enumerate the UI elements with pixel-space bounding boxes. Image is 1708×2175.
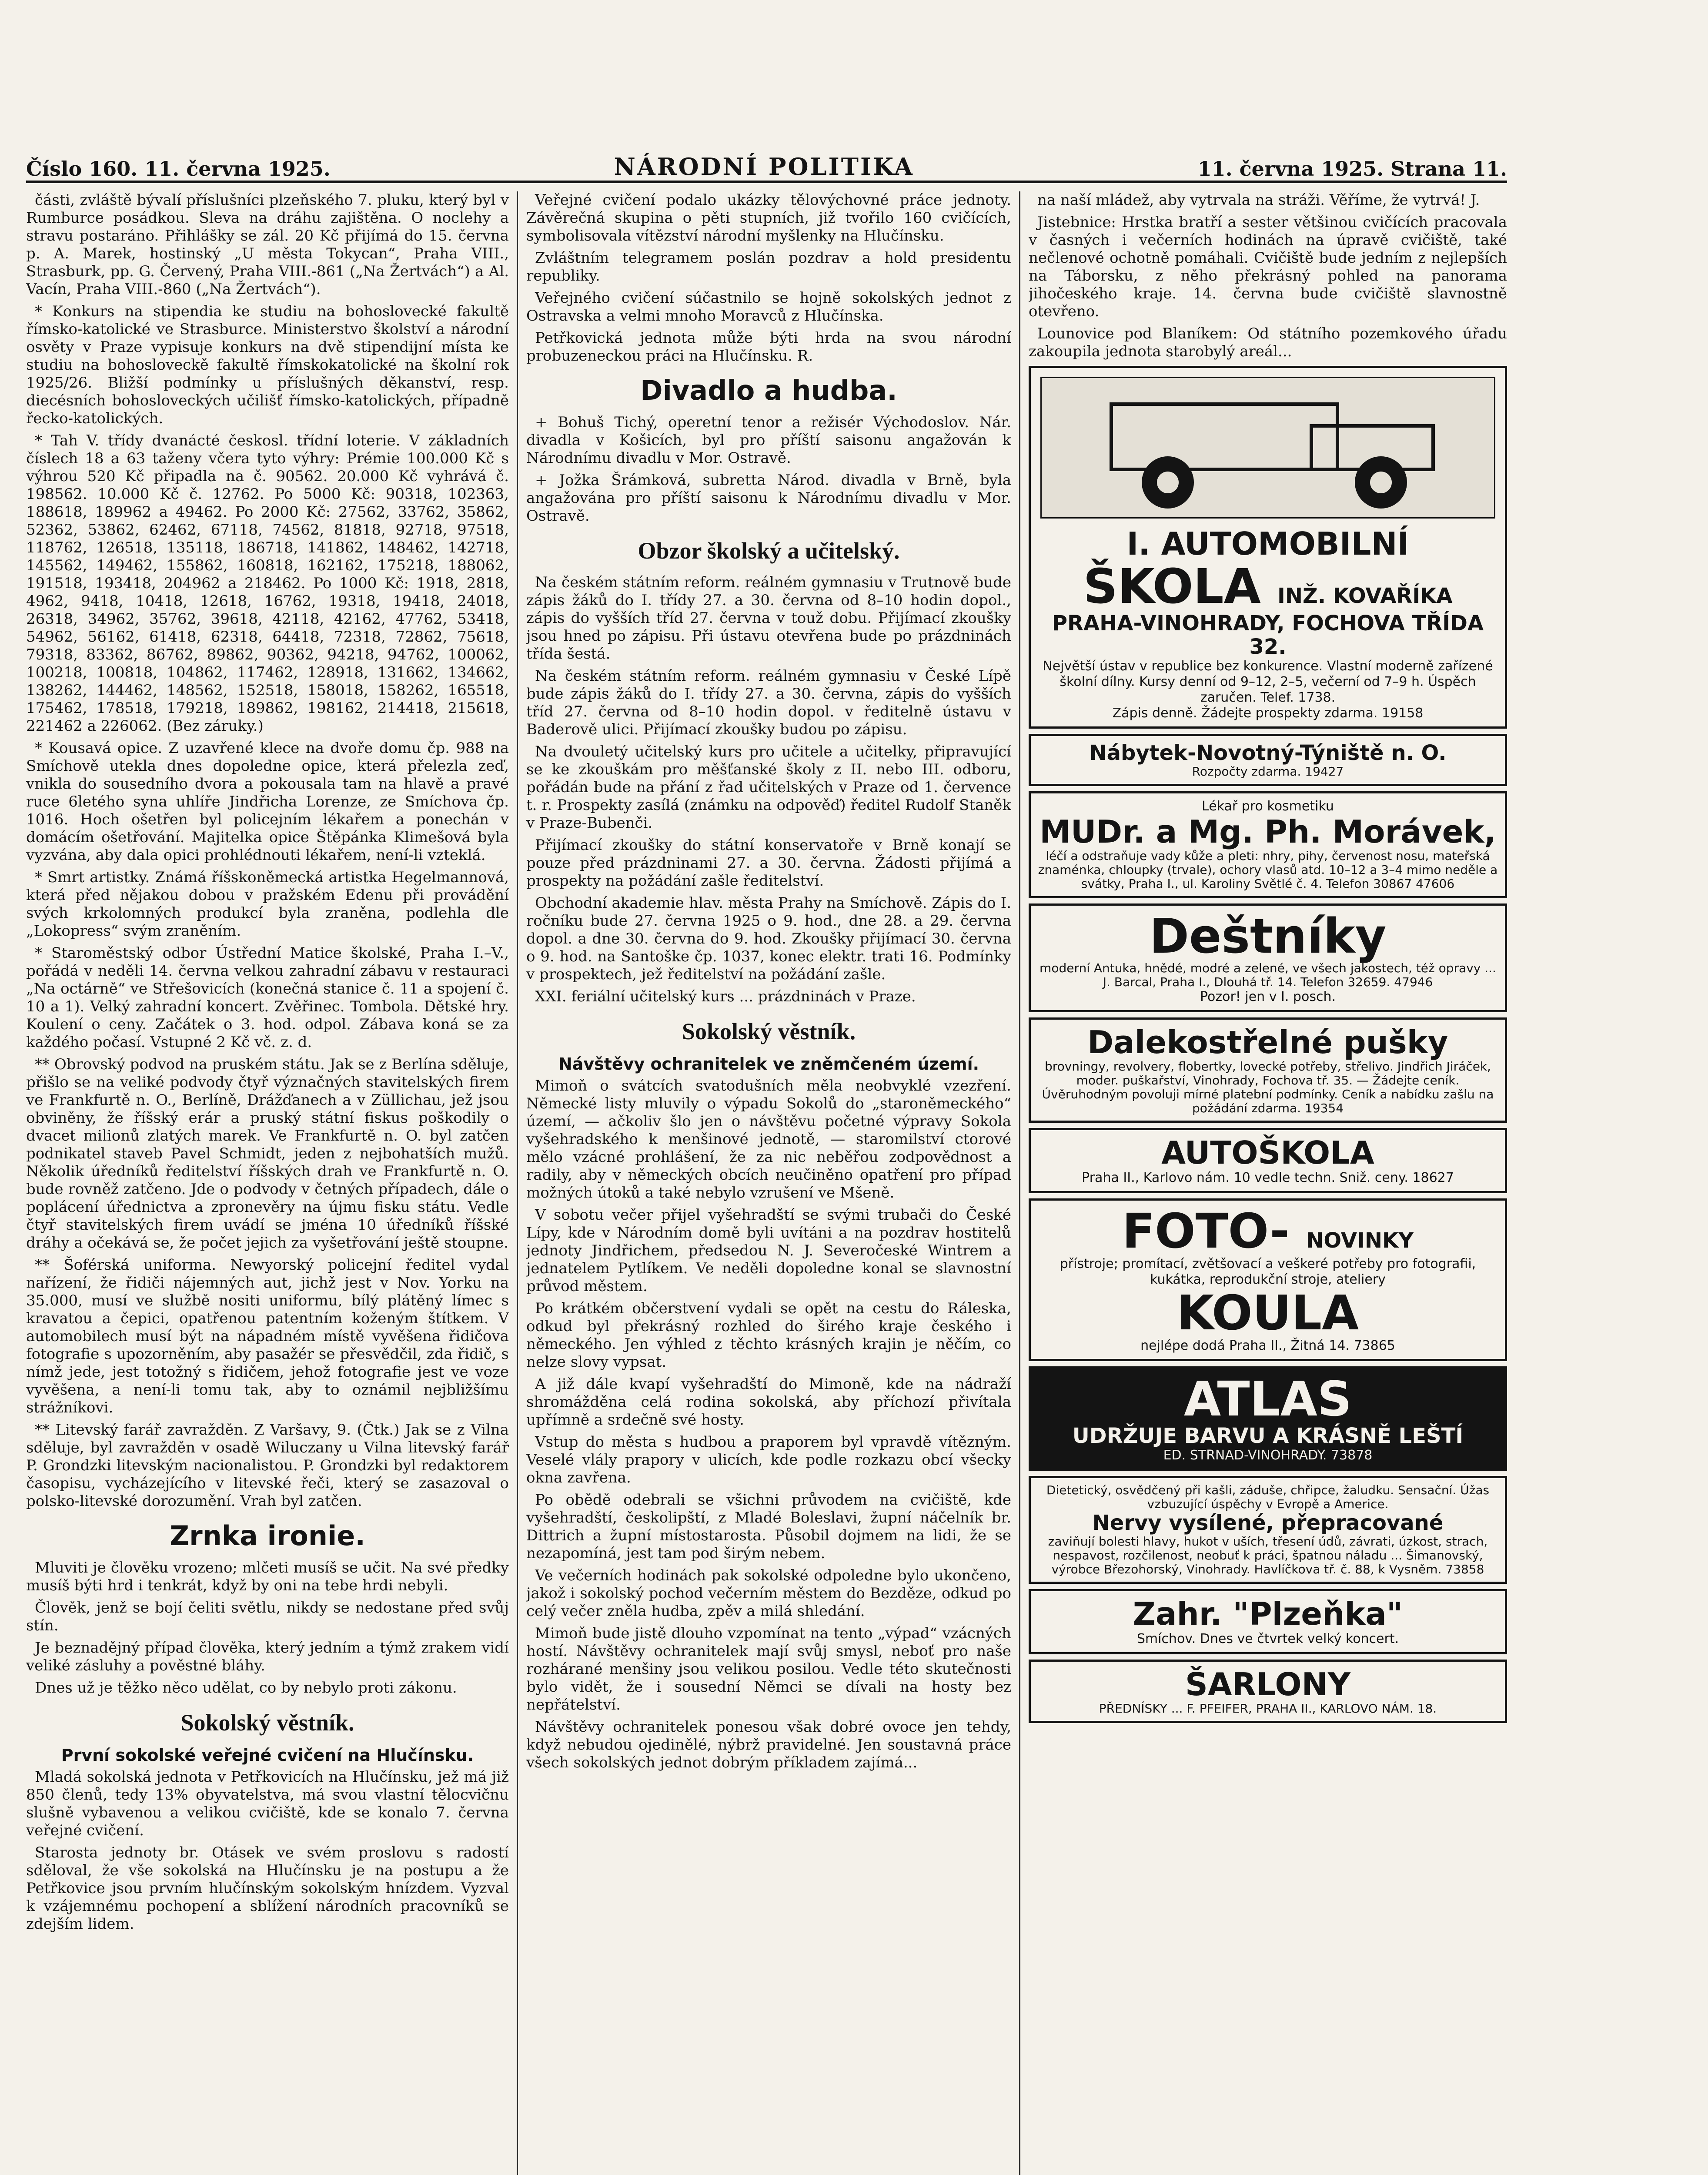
article-text: Jistebnice: Hrstka bratří a sester většinou cvičících pracovala v časných i večerních hodinách na úpravě cvičiště, také nečlenové ochotně pomáhali. Cvičiště bude jedním z nejlepších na Táborsku, z něho překrásný pohled na panorama jihočeského kraje. 14. června bude cvičiště slavnostně otevřeno. (1029, 214, 1507, 320)
ad-text: moderní Antuka, hnědé, modré a zelené, ve všech jakostech, též opravy ... J. Barcal, Praha I., Dlouhá tř. 14. Telefon 32659. 47946 (1040, 961, 1496, 989)
ad-headline: AUTOŠKOLA (1161, 1134, 1374, 1171)
ad-headline: I. AUTOMOBILNÍ (1126, 525, 1409, 562)
ad-headline: Zahr. "Plzeňka" (1133, 1596, 1403, 1632)
section-heading: Sokolský věstník. (180, 1710, 354, 1736)
ad-text: Největší ústav v republice bez konkurence. Vlastní moderně zařízené školní dílny. Kursy denní od 9–12, 2–5, večerní od 7–9 h. Úspěch zaručen. Telef. 1738. (1043, 659, 1493, 705)
article-text: Přijímací zkoušky do státní konservatoře v Brně konají se pouze před prázdninami 27. a 30. června. Žádosti přijímá a prospekty na požádání zašle ředitelství. (526, 837, 1011, 890)
ad-text: léčí a odstraňuje vady kůže a pleti: nhry, pihy, červenost nosu, mateřská znaménka, chloupky (trvale), ochory vlasů atd. 10–12 a 3–4 mimo neděle a svátky, Praha I., ul. Karoliny Světlé č. 4. Telefon 30867 47606 (1038, 849, 1498, 891)
article-text: Mladá sokolská jednota v Petřkovicích na Hlučínsku, jež má již 850 členů, tedy 13% obyvatelstva, má svou vlastní tělocvičnu slušně vybavenou a velikou cvičiště, kde se konalo 7. června veřejné cvičení. (26, 1768, 509, 1839)
article-heading: První sokolské veřejné cvičení na Hlučínsku. (61, 1746, 474, 1765)
ad-text: brovningy, revolvery, flobertky, lovecké potřeby, střelivo. Jindřich Jiráček, moder. puškařství, Vinohrady, Fochova tř. 35. — Žádejte ceník. Úvěruhodným povoluji mírné platební podmínky. Ceník a nabídku zašlu na požádání zdarma. 19354 (1042, 1059, 1494, 1115)
article-text: Petřkovická jednota může býti hrda na svou národní probuzeneckou práci na Hlučínsku. R. (526, 329, 1011, 365)
ad-text: zaviňují bolesti hlavy, hukot v uších, třesení údů, závrati, úzkost, strach, nespavost, rozčilenost, neobuť k práci, špatnou náladu ... Šimanovský, výrobce Březohorský, Vinohrady. Havlíčkova tř. č. 88, k Vysněm. 73858 (1048, 1534, 1488, 1576)
article-text: Veřejného cvičení súčastnilo se hojně sokolských jednot z Ostravska a velmi mnoho Moravců z Hlučínska. (526, 289, 1011, 325)
section-heading: Zrnka ironie. (170, 1520, 365, 1552)
article-text: Člověk, jenž se bojí čeliti světlu, nikdy se nedostane před svůj stín. (26, 1599, 509, 1634)
ad-headline: Nervy vysílené, přepracované (1092, 1511, 1444, 1535)
article-text: Lounovice pod Blaníkem: Od státního pozemkového úřadu zakoupila jednota starobylý areál... (1029, 325, 1507, 360)
ad-cosmetic-doctor (1029, 791, 1507, 898)
ad-headline: MUDr. a Mg. Ph. Morávek, (1040, 813, 1496, 850)
ad-plzenka (1029, 1589, 1507, 1654)
article-text: na naší mládež, aby vytrvala na stráži. Věříme, že vytrvá! J. (1037, 191, 1480, 209)
article-text: ** Litevský farář zavražděn. Z Varšavy, 9. (Čtk.) Jak se z Vilna sděluje, byl zavražděn v osadě Wiluczany u Vilna litevský farář P. Grondzki litevským nacionalistou. P. Grondzki byl redaktorem časopisu, vycházejícího v litevské řeči, který se zasazoval o polsko-litevské dorozumění. Vrah byl zatčen. (26, 1421, 509, 1510)
article-text: Mluviti je člověku vrozeno; mlčeti musíš se učit. Na své předky musíš býti hrd i tenkrát, když by oni na tebe hrdi nebyli. (26, 1559, 509, 1594)
article-text: Po krátkém občerstvení vydali se opět na cestu do Ráleska, odkud byl překrásný rozhled do širého kraje českého i německého. Jen výhled z těchto krásných krajin je něčím, co nelze slovy vypsat. (526, 1300, 1011, 1371)
ad-headline: ŠKOLA INŽ. KOVAŘÍKA (1083, 559, 1453, 614)
article-text: Dnes už je těžko něco udělat, co by nebylo proti zákonu. (35, 1679, 457, 1696)
section-heading: Divadlo a hudba. (640, 375, 897, 406)
article-text: XXI. feriální učitelský kurs ... prázdninách v Praze. (535, 988, 916, 1005)
article-text: Na českém státním reform. reálném gymnasiu v Trutnově bude zápis žáků do I. třídy 27. a 30. června od 8–10 hodin dopol., zápis do vyšších tříd 27. června v touž dobu. Přijímací zkoušky jsou hned po zápisu. Při ústavu otevřena bude po prázdninách třída šestá. (526, 574, 1011, 663)
article-text: V sobotu večer přijel vyšehradští se svými trubači do České Lípy, kde v Národním domě byli uvítáni a na pozdrav hostitelů jednoty Jindřichem, předsedou N. J. Severočeské Wintrem a jednatelem Pytlíkem. Ve neděli dopoledne konal se slavnostní průvod městem. (526, 1206, 1011, 1295)
article-text: Po obědě odebrali se všichni průvodem na cvičiště, kde vyšehradští, českolipští, z Mladé Boleslavi, župní náčelník br. Dittrich a župní místostarosta. Působil dojmem na lidi, že se nezapomíná, jest tam pod širým nebem. (526, 1491, 1011, 1562)
ad-driving-school (1029, 1128, 1507, 1193)
section-heading: Obzor školský a učitelský. (638, 538, 900, 564)
article-text: Obchodní akademie hlav. města Prahy na Smíchově. Zápis do I. ročníku bude 27. června 1925 o 9. hod., dne 28. a 29. června dopol. a dne 30. června do 9. hod. Zkoušky přijímací 30. června o 9. hod. na Santoške čp. 1037, konec elektr. trati 16. Podmínky v prospektech, jež ředitelství na požádání zašle. (526, 894, 1011, 983)
ad-headline: ŠARLONY (1185, 1666, 1350, 1703)
article-text: Na dvouletý učitelský kurs pro učitele a učitelky, připravující se ke zkouškám pro měšťanské školy z II. nebo III. odboru, pořádán bude na přání z řad učitelských v Praze od 1. července t. r. Prospekty zasílá (známku na odpověď) ředitel Rudolf Staněk v Praze-Bubenči. (526, 743, 1011, 832)
ad-guns (1029, 1017, 1507, 1123)
article-text: * Smrt artistky. Známá říšskoněmecká artistka Hegelmannová, která před nějakou dobou v pražském Edenu při provádění svých krkolomných produkcí byla zraněna, podlehla dle „Lokopress“ svým zraněním. (26, 869, 509, 940)
ad-text: Pozor! jen v I. posch. (1200, 989, 1336, 1004)
column-right (1029, 191, 1507, 2175)
issue-info: Číslo 160. 11. června 1925. (26, 157, 331, 181)
article-text: ** Obrovský podvod na pruském státu. Jak se z Berlína sděluje, přišlo se na veliké podvody čtyř význačných stavitelských firem ve Frankfurtě n. O., Berlíně, Drážďanech a v Züllichau, jež jsou obviněny, že říšský erár a pruský státní fiskus poškodily o dvacet milionů zlatých marek. Ve Frankfurtě n. O. byl zatčen podnikatel staveb Pavel Schmidt, jeden z nejbohatších mužů. Několik úředníků ředitelství říšských drah ve Frankfurtě n. O. bude rovněž zatčeno. Jde o podvody v četných případech, dále o poplácení úřednictva a zpronevěry na újmu fisku státu. Vedle čtyř stavitelských firem uvádí se jména 10 úředníků říšské dráhy a očekává se, že počet jejich za vyšetřování ještě stoupne. (26, 1056, 509, 1251)
article-text: Starosta jednoty br. Otásek ve svém proslovu s radostí sděloval, že vše sokolská na Hlučínsku je na postupu a že Petřkovice jsou prvním hlučínským sokolským hnízdem. Vyzval k vzájemnému pochopení a sblížení národních pracovníků se zdejším lidem. (26, 1844, 509, 1933)
ad-furniture (1029, 734, 1507, 786)
ad-text: Rozpočty zdarma. 19427 (1192, 764, 1344, 779)
ad-text: UDRŽUJE BARVU A KRÁSNĚ LEŠTÍ (1072, 1424, 1464, 1448)
article-text: Je beznadějný případ člověka, který jedním a týmž zrakem vidí veliké zásluhy a pověstné bláhy. (26, 1639, 509, 1674)
ad-text: nejlépe dodá Praha II., Žitná 14. 73865 (1140, 1338, 1395, 1353)
ad-photo (1029, 1198, 1507, 1361)
ad-umbrellas (1029, 903, 1507, 1012)
ad-nerves (1029, 1476, 1507, 1584)
paper-title: NÁRODNÍ POLITIKA (614, 153, 914, 181)
article-text: Vstup do města s hudbou a praporem byl vpravdě vítězným. Veselé vlály prapory v ulicích, kde podle rozkazu obcí všecky okna zavřena. (526, 1433, 1011, 1486)
ad-headline: FOTO- NOVINKY (1122, 1203, 1414, 1259)
masthead (26, 150, 1507, 183)
column-left (26, 191, 509, 2175)
article-text: Ve večerních hodinách pak sokolské odpoledne bylo ukončeno, jakož i sokolský pochod večerním městem do Bezděze, odkud po celý večer zněla hudba, zpěv a milá shledání. (526, 1567, 1011, 1620)
article-text: Na českém státním reform. reálném gymnasiu v České Lípě bude zápis žáků do I. třídy 27. a 30. června, zápis do vyšších tříd 27. června od 8–10 hodin dopol. v ředitelně ústavu v Baderově ulici. Přijímací zkoušky budou po zápisu. (526, 667, 1011, 738)
ad-text: Dietetický, osvědčený při kašli, záduše, chřipce, žaludku. Sensační. Úžas vzbuzující úspěchy v Evropě a Americe. (1046, 1483, 1490, 1511)
ad-headline: KOULA (1177, 1285, 1359, 1341)
ad-headline: Dalekostřelné pušky (1087, 1024, 1448, 1061)
ad-text: Zápis denně. Žádejte prospekty zdarma. 19158 (1112, 706, 1424, 721)
column-rule (517, 191, 518, 2175)
article-text: Veřejné cvičení podalo ukázky tělovýchovné práce jednoty. Závěrečná skupina o pěti stupních, již tvořilo 160 cvičících, symbolisovala vítězství národní myšlenky na Hlučínsku. (526, 191, 1011, 244)
ad-text: Lékař pro kosmetiku (1202, 799, 1334, 814)
article-text: * Kousavá opice. Z uzavřené klece na dvoře domu čp. 988 na Smíchově utekla dnes dopoledne opice, která přelezla zeď, vnikla do sousedního dvora a pokousala tam na hlavě a pravé ruce 6letého syna uhlíře Jindřicha Lorenze, ze Smíchova čp. 1016. Hoch ošetřen byl policejním lékařem a ponechán v domácím ošetřování. Majitelka opice Štěpánka Klimešová byla vyzvána, aby dala opici prohlédnouti lékařem, není-li vzteklá. (26, 740, 509, 864)
ad-text: PŘEDNÍSKY ... F. PFEIFER, PRAHA II., KARLOVO NÁM. 18. (1099, 1701, 1437, 1716)
column-rule (1019, 191, 1020, 2175)
ad-automobile-school (1029, 366, 1507, 729)
article-text: Návštěvy ochranitelek ponesou však dobré ovoce jen tehdy, když nebudou ojedinělé, nýbrž pravidelné. Jen soustavná práce všech sokolských jednot dobrým příkladem zajímá... (526, 1718, 1011, 1771)
article-text: Zvláštním telegramem poslán pozdrav a hold presidentu republiky. (526, 249, 1011, 284)
article-heading: Návštěvy ochranitelek ve zněmčeném území. (558, 1054, 979, 1074)
ad-atlas-polish (1029, 1366, 1507, 1471)
column-middle (526, 191, 1011, 2175)
article-text: * Konkurs na stipendia ke studiu na bohoslovecké fakultě římsko-katolické ve Strasburce. Ministerstvo školství a národní osvěty v Praze vypisuje konkurs na dvě stipendijní místa ke studiu na bohosloveckě fakultě římskokatolické na školní rok 1925/26. Bližší podmínky u příslušných děkanství, resp. diecésních bohosloveckých učilišť římsko-katolických, případně řecko-katolických. (26, 303, 509, 427)
article-text: + Jožka Šrámková, subretta Národ. divadla v Brně, byla angažována pro příští saisonu k Národnímu divadlu v Mor. Ostravě. (526, 472, 1011, 525)
article-text: + Bohuš Tichý, operetní tenor a režisér Východoslov. Nár. divadla v Košicích, byl pro příští saisonu angažován k Národnímu divadlu v Mor. Ostravě. (526, 414, 1011, 467)
article-text: Mimoň o svátcích svatodušních měla neobvyklé vzezření. Německé listy mluvily o výpadu Sokolů do „staroněmeckého“ území, — ačkoliv šlo jen o návštěvu početné výpravy Sokola vyšehradského k menšinové jednotě, — staromilství ctorové mělo vzácné prohlášení, že za nic neběřou zodpovědnost a radily, aby v německých obcích neučiněno opatření pro případ možných útoků a také nebylo vzrušení ve Mšeně. (526, 1077, 1011, 1201)
ad-headline: Nábytek-Novotný-Týniště n. O. (1089, 741, 1447, 765)
ad-sarlony (1029, 1660, 1507, 1723)
article-text: Mimoň bude jistě dlouho vzpomínat na tento „výpad“ vzácných hostí. Návštěvy ochranitelek mají svůj smysl, neboť pro naše rozhárané menšiny jsou velikou posilou. Vedle této skutečnosti bylo vidět, že i sousední Němci se dívali na hosty bez nepřátelství. (526, 1625, 1011, 1713)
ad-headline: Deštníky (1149, 908, 1387, 964)
ad-text: přístroje; promítací, zvětšovací a veškeré potřeby pro fotografii, kukátka, reprodukční stroje, ateliery (1060, 1256, 1476, 1287)
article-text: * Tah V. třídy dvanácté českosl. třídní loterie. V základních číslech 18 a 63 taženy včera tyto výhry: Prémie 100.000 Kč s výhrou 520 Kč připadla na č. 90562. 20.000 Kč vyhrává č. 198562. 10.000 Kč č. 12762. Po 5000 Kč: 90318, 102363, 188618, 189962 a 49462. Po 2000 Kč: 27562, 33762, 35862, 52362, 53862, 62462, 67118, 74562, 81818, 92718, 97518, 118762, 126518, 135118, 186718, 141862, 148462, 142718, 145562, 149462, 155862, 160818, 162162, 175218, 188062, 191518, 193418, 204962 a 218462. Po 1000 Kč: 1918, 2818, 4962, 9418, 10418, 12618, 16762, 19318, 19418, 24018, 26318, 34962, 35762, 39618, 42118, 42162, 47762, 53418, 54962, 56162, 61418, 62318, 64418, 72318, 72862, 75618, 79318, 83362, 86762, 89862, 90362, 94218, 94762, 100062, 100218, 100818, 104862, 117462, 128918, 131662, 134662, 138262, 144462, 148562, 152518, 158018, 158262, 165518, 175462, 178518, 179218, 189862, 198162, 214418, 215618, 221462 a 226062. (Bez záruky.) (26, 432, 509, 735)
article-text: části, zvláště bývalí příslušníci plzeňského 7. pluku, který byl v Rumburce posádkou. Sleva na dráhu zajištěna. O noclehy a stravu postaráno. Přihlášky se zál. 20 Kč přijímá do 15. června p. A. Marek, hostinský „U města Tokycan“, Praha VIII., Strasburk, pp. G. Červený, Praha VIII.-861 („Na Žertvách“) a Al. Vacín, Praha VIII.-860 („Na Žertvách“). (26, 191, 509, 298)
article-text: * Staroměstský odbor Ústřední Matice školské, Praha I.–V., pořádá v neděli 14. června velkou zahradní zábavu v restauraci „Na octárně“ ve Střešovicích (konečná stanice č. 11 a spojení č. 10 a 1). Velký zahradní koncert. Zvěřinec. Tombola. Dětské hry. Koulení o ceny. Začátek o 3. hod. odpol. Zábava koná se za každého počasí. Vstupné 2 Kč vč. z. d. (26, 944, 509, 1051)
car-icon (1040, 377, 1495, 519)
date-page-info: 11. června 1925. Strana 11. (1197, 157, 1507, 181)
ad-address: PRAHA-VINOHRADY, FOCHOVA TŘÍDA 32. (1052, 611, 1484, 659)
article-text: A již dále kvapí vyšehradští do Mimoně, kde na nádraží shromážděna celá rodina sokolská, aby příchozí přivítala upřímně a srdečně své hosty. (526, 1375, 1011, 1429)
ad-text: ED. STRNAD-VINOHRADY. 73878 (1163, 1448, 1373, 1463)
ad-headline: ATLAS (1183, 1371, 1352, 1427)
article-text: ** Šoférská uniforma. Newyorský policejní ředitel vydal nařízení, že řidiči nájemných aut, jichž jest v Nov. Yorku na 35.000, musí ve službě nositi uniformu, bílý plátěný límec s kravatou a čepici, opatřenou patentním koženým štítkem. V automobilech musí být na nápadném místě vyvěšena řidičova fotografie s upozorněním, aby pasažér se přesvědčil, zda řidič, s nímž jede, jest totožný s řidičem, jehož fotografie jest ve voze vyvěšena, a není-li tomu tak, aby to oznámil nejbližšímu strážníkovi. (26, 1256, 509, 1416)
ad-text: Praha II., Karlovo nám. 10 vedle techn. Sniž. ceny. 18627 (1082, 1170, 1454, 1185)
ad-text: Smíchov. Dnes ve čtvrtek velký koncert. (1136, 1631, 1399, 1646)
section-heading: Sokolský věstník. (682, 1018, 856, 1044)
